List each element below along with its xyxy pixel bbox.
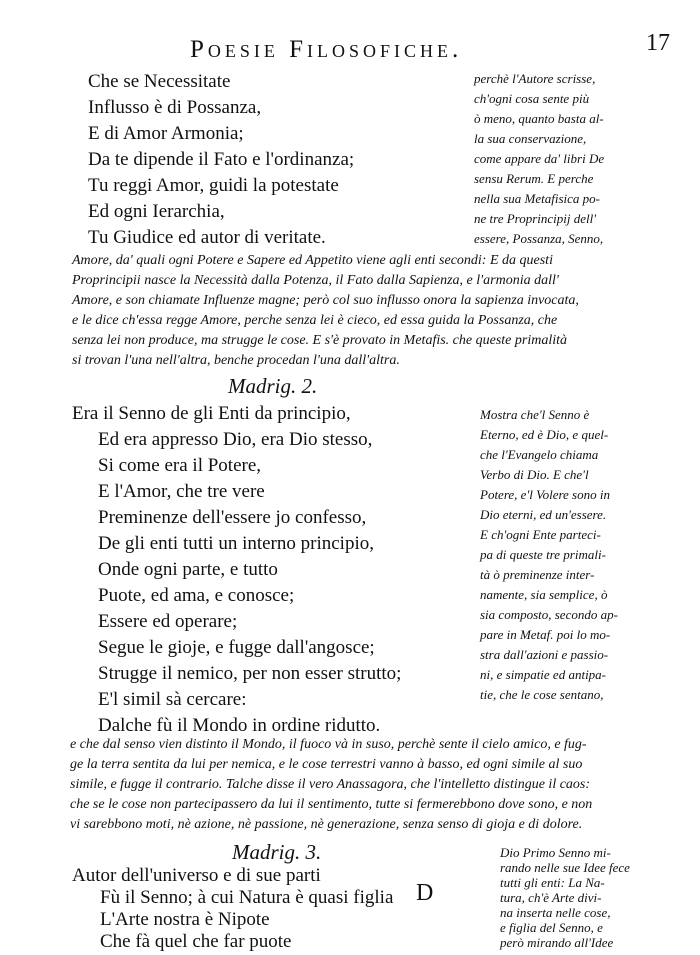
commentary-line: Amore, e son chiamate Influenze magne; però col suo influsso onora la sapienza invocata, (72, 293, 579, 308)
margin-note-line: sia composto, secondo ap- (480, 607, 618, 622)
verse-line: Preminenze dell'essere jo confesso, (98, 507, 367, 528)
verse-line: Tu Giudice ed autor di veritate. (88, 227, 326, 248)
margin-note-line: na inserta nelle cose, (500, 905, 611, 920)
section-heading: Madrig. 3. (232, 840, 322, 864)
verse-line: Si come era il Potere, (98, 455, 262, 476)
margin-note-line: sensu Rerum. E perche (474, 171, 594, 186)
verse-line: L'Arte nostra è Nipote (100, 909, 270, 930)
margin-note-line: la sua conservazione, (474, 131, 587, 146)
verse-line: E di Amor Armonia; (88, 123, 244, 144)
margin-note-line: Dio eterni, ed un'essere. (480, 507, 607, 522)
margin-note-line: rando nelle sue Idee fece (500, 860, 630, 875)
verse-line: Ed ogni Ierarchia, (88, 201, 225, 222)
margin-note-line: tà ò preminenze inter- (480, 567, 595, 582)
commentary-line: senza lei non produce, ma strugge le cose. E s'è provato in Metafis. che queste primalità (72, 333, 567, 348)
margin-note-line: che l'Evangelo chiama (480, 447, 599, 462)
margin-note-line: Eterno, ed è Dio, e quel- (480, 427, 609, 442)
margin-note-line: Dio Primo Senno mi- (500, 845, 611, 860)
verse-line: Dalche fù il Mondo in ordine ridutto. (98, 715, 381, 736)
margin-note-line: tie, che le cose sentano, (480, 687, 604, 702)
verse-line: Strugge il nemico, per non esser strutto; (98, 663, 402, 684)
margin-note-line: però mirando all'Idee (500, 935, 614, 950)
verse-line: Era il Senno de gli Enti da principio, (72, 403, 351, 424)
margin-note-line: tura, ch'è Arte divi- (500, 890, 602, 905)
signature-mark: D (416, 880, 434, 906)
page-number: 17 (646, 30, 670, 56)
margin-note-line: namente, sia semplice, ò (480, 587, 608, 602)
margin-note-line: perchè l'Autore scrisse, (474, 71, 596, 86)
margin-note-line: tutti gli enti: La Na- (500, 875, 605, 890)
margin-note-line: ni, e simpatie ed antipa- (480, 667, 607, 682)
margin-note-line: Mostra che'l Senno è (480, 407, 590, 422)
verse-line: De gli enti tutti un interno principio, (98, 533, 374, 554)
commentary-line: e le dice ch'essa regge Amore, perche senza lei è cieco, ed essa guida la Possanza, che (72, 313, 558, 328)
verse-line: Influsso è di Possanza, (88, 97, 262, 118)
margin-note-line: stra dall'azioni e passio- (480, 647, 609, 662)
margin-note-line: pa di queste tre primali- (480, 547, 606, 562)
section-heading: Madrig. 2. (228, 374, 318, 398)
verse-line: Onde ogni parte, e tutto (98, 559, 278, 580)
verse-line: Che fà quel che far puote (100, 931, 292, 952)
margin-note-line: pare in Metaf. poi lo mo- (480, 627, 611, 642)
verse-line: Segue le gioje, e fugge dall'angosce; (98, 637, 375, 658)
margin-note-line: Verbo di Dio. E che'l (480, 467, 589, 482)
margin-note-line: E ch'ogni Ente parteci- (480, 527, 601, 542)
margin-note-line: ne tre Proprincipij dell' (474, 211, 597, 226)
verse-line: E'l simil sà cercare: (98, 689, 247, 710)
running-title: Poesie Filosofiche. (190, 36, 463, 63)
margin-note-line: ch'ogni cosa sente più (474, 91, 590, 106)
verse-line: E l'Amor, che tre vere (98, 481, 265, 502)
verse-line: Autor dell'universo e di sue parti (72, 865, 321, 886)
margin-note-line: Potere, e'l Volere sono in (480, 487, 610, 502)
commentary-line: vi sarebbono moti, nè azione, nè passione, nè generazione, senza senso di gioja e di dolore. (70, 817, 583, 832)
commentary-line: e che dal senso vien distinto il Mondo, il fuoco và in suso, perchè sente il cielo amico, e fug- (70, 737, 587, 752)
margin-note-line: nella sua Metafisica po- (474, 191, 601, 206)
commentary-line: si trovan l'una nell'altra, benche procedan l'una dall'altra. (72, 353, 400, 368)
verse-line: Che se Necessitate (88, 71, 231, 92)
commentary-line: ge la terra sentita da lui per nemica, e le cose terrestri vanno à basso, ed ogni simile al suo (70, 757, 583, 772)
margin-note-line: ò meno, quanto basta al- (474, 111, 604, 126)
commentary-line: Amore, da' quali ogni Potere e Sapere ed Appetito viene agli enti secondi: E da questi (72, 253, 553, 268)
commentary-line: Proprincipii nasce la Necessità dalla Potenza, il Fato dalla Sapienza, e l'armonia dall' (72, 273, 559, 288)
verse-line: Puote, ed ama, e conosce; (98, 585, 295, 606)
margin-note-line: come appare da' libri De (474, 151, 605, 166)
margin-note-line: essere, Possanza, Senno, (474, 231, 604, 246)
verse-line: Da te dipende il Fato e l'ordinanza; (88, 149, 355, 170)
verse-line: Fù il Senno; à cui Natura è quasi figlia (100, 887, 394, 908)
verse-line: Ed era appresso Dio, era Dio stesso, (98, 429, 373, 450)
margin-note-line: e figlia del Senno, e (500, 920, 603, 935)
verse-line: Essere ed operare; (98, 611, 238, 632)
commentary-line: simile, e fugge il contrario. Talche disse il vero Anassagora, che l'intelletto distingue il caos: (70, 777, 591, 792)
commentary-line: che se le cose non partecipassero da lui il sentimento, tutte si fermerebbono dove sono, e non (70, 797, 593, 812)
verse-line: Tu reggi Amor, guidi la potestate (88, 175, 339, 196)
